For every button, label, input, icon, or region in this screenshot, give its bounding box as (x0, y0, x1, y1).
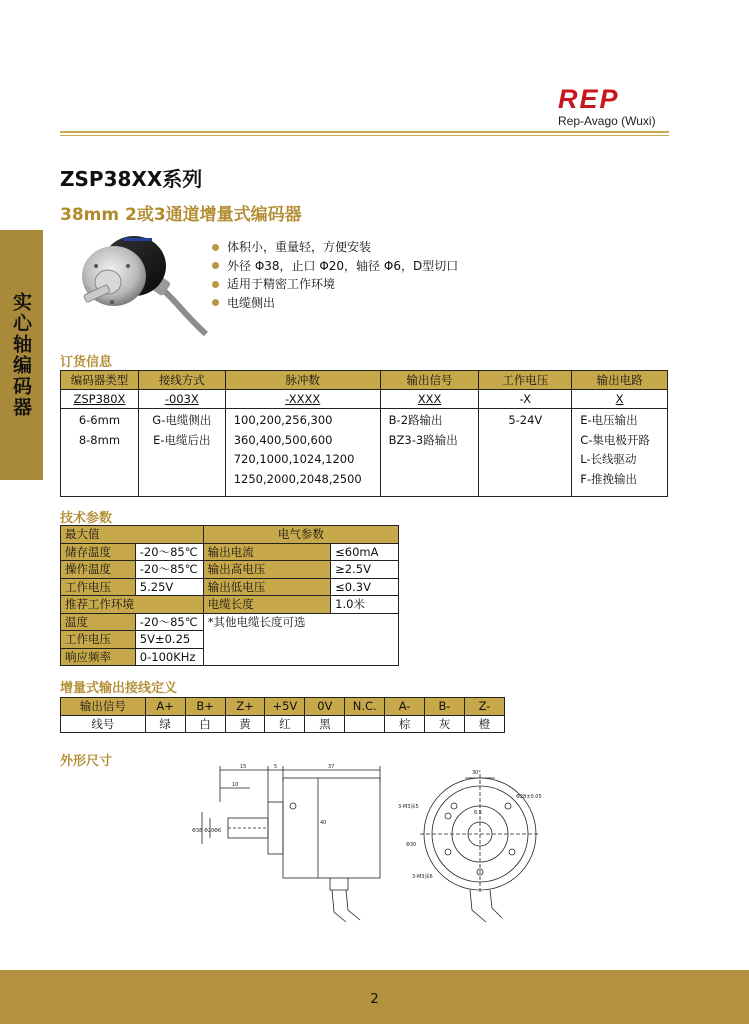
bullet-icon (212, 281, 219, 288)
order-info-heading: 订货信息 (60, 355, 113, 370)
table-row: 工作电压 5V±0.25 (61, 631, 399, 649)
feature-item: 适用于精密工作环境 (212, 275, 458, 294)
dim-label: 37 (328, 764, 335, 770)
max-values-header: 最大值 (61, 526, 204, 544)
order-header-cell: 编码器类型 (61, 371, 139, 390)
order-header-cell: 接线方式 (138, 371, 225, 390)
wiring-color-row: 线号 绿 白 黄 红 黑 棕 灰 橙 (61, 715, 505, 733)
order-code-row (61, 390, 668, 409)
order-header-cell: 脉冲数 (225, 371, 380, 390)
table-row: 工作电压 5.25V 输出低电压 ≤0.3V (61, 578, 399, 596)
table-row: 响应频率 0-100KHz (61, 648, 399, 666)
order-code-cell: -XXXX (225, 390, 380, 409)
pulse-options: 100,200,256,300 360,400,500,600 720,1000,1024,1200 1250,2000,2048,2500 (225, 409, 380, 497)
wiring-heading: 增量式输出接线定义 (60, 681, 178, 696)
table-row: 操作温度 -20～85℃ 输出高电压 ≥2.5V (61, 561, 399, 579)
order-options-row (61, 409, 668, 497)
dim-label: Φ20 (204, 828, 215, 834)
dim-label: 40 (320, 820, 327, 826)
order-code-cell: ZSP380X (61, 390, 139, 409)
dim-label: 30° (472, 770, 481, 776)
page-subtitle: 38mm 2或3通道增量式编码器 (60, 205, 302, 225)
voltage-options: 5-24V (479, 409, 572, 497)
dim-label: Φ30 (406, 842, 417, 848)
order-header-row (61, 371, 668, 390)
dimension-drawing (190, 762, 550, 932)
bullet-icon (212, 244, 219, 251)
feature-item: 体积小，重量轻，方便安装 (212, 238, 458, 257)
dim-label: Φ28±0.05 (516, 794, 542, 800)
dim-label: 15 (240, 764, 247, 770)
feature-item: 外径 Φ38，止口 Φ20，轴径 Φ6，D型切口 (212, 257, 458, 276)
tech-params-heading: 技术参数 (60, 511, 113, 526)
elec-params-header: 电气参数 (203, 526, 398, 544)
wiring-table (60, 697, 505, 733)
dim-label: 6.5 (474, 810, 482, 816)
dim-label: 3-M3深5 (398, 804, 419, 810)
shaft-options: 6-6mm 8-8mm (61, 409, 139, 497)
circuit-options: E-电压输出 C-集电极开路 L-长线驱动 F-推挽输出 (572, 409, 668, 497)
order-info-table (60, 370, 668, 497)
category-side-tab (0, 230, 43, 480)
tech-params-table (60, 525, 399, 666)
order-header-cell: 工作电压 (479, 371, 572, 390)
order-code-cell: X (572, 390, 668, 409)
header-rule (60, 131, 669, 133)
order-code-cell: -X (479, 390, 572, 409)
logo-text: REP (558, 84, 620, 114)
table-row: 储存温度 -20～85℃ 输出电流 ≤60mA (61, 543, 399, 561)
dim-label: Φ6 (214, 828, 222, 834)
table-row (61, 526, 399, 544)
wiring-signal-row: 输出信号 A+ B+ Z+ +5V 0V N.C. A- B- Z- (61, 698, 505, 716)
bullet-icon (212, 262, 219, 269)
order-header-cell: 输出信号 (380, 371, 479, 390)
recommend-env-header: 推荐工作环境 (61, 596, 204, 614)
dim-label: Φ38 (192, 828, 203, 834)
feature-list (212, 238, 458, 312)
table-row: 推荐工作环境 电缆长度 1.0米 (61, 596, 399, 614)
dim-label: 10 (232, 782, 239, 788)
page-number: 2 (370, 992, 379, 1007)
table-row: 温度 -20～85℃ *其他电缆长度可选 (61, 613, 399, 631)
side-tab-label: 实心轴编码器 (10, 292, 32, 418)
order-code-cell: XXX (380, 390, 479, 409)
dim-label: 5 (274, 764, 278, 770)
header-rule-thin (60, 135, 669, 136)
company-logo (558, 86, 668, 128)
encoder-photo (66, 226, 216, 336)
bullet-icon (212, 299, 219, 306)
signal-options: B-2路输出 BZ3-3路输出 (380, 409, 479, 497)
dimensions-heading: 外形尺寸 (60, 754, 113, 769)
page-title: ZSP38XX系列 (60, 167, 203, 191)
feature-item: 电缆侧出 (212, 294, 458, 313)
dim-label: 3-M3深6 (412, 874, 433, 880)
order-code-cell: -003X (138, 390, 225, 409)
cable-note: *其他电缆长度可选 (203, 613, 398, 666)
company-name: Rep-Avago (Wuxi) (558, 114, 656, 128)
wiring-options: G-电缆侧出 E-电缆后出 (138, 409, 225, 497)
order-header-cell: 输出电路 (572, 371, 668, 390)
